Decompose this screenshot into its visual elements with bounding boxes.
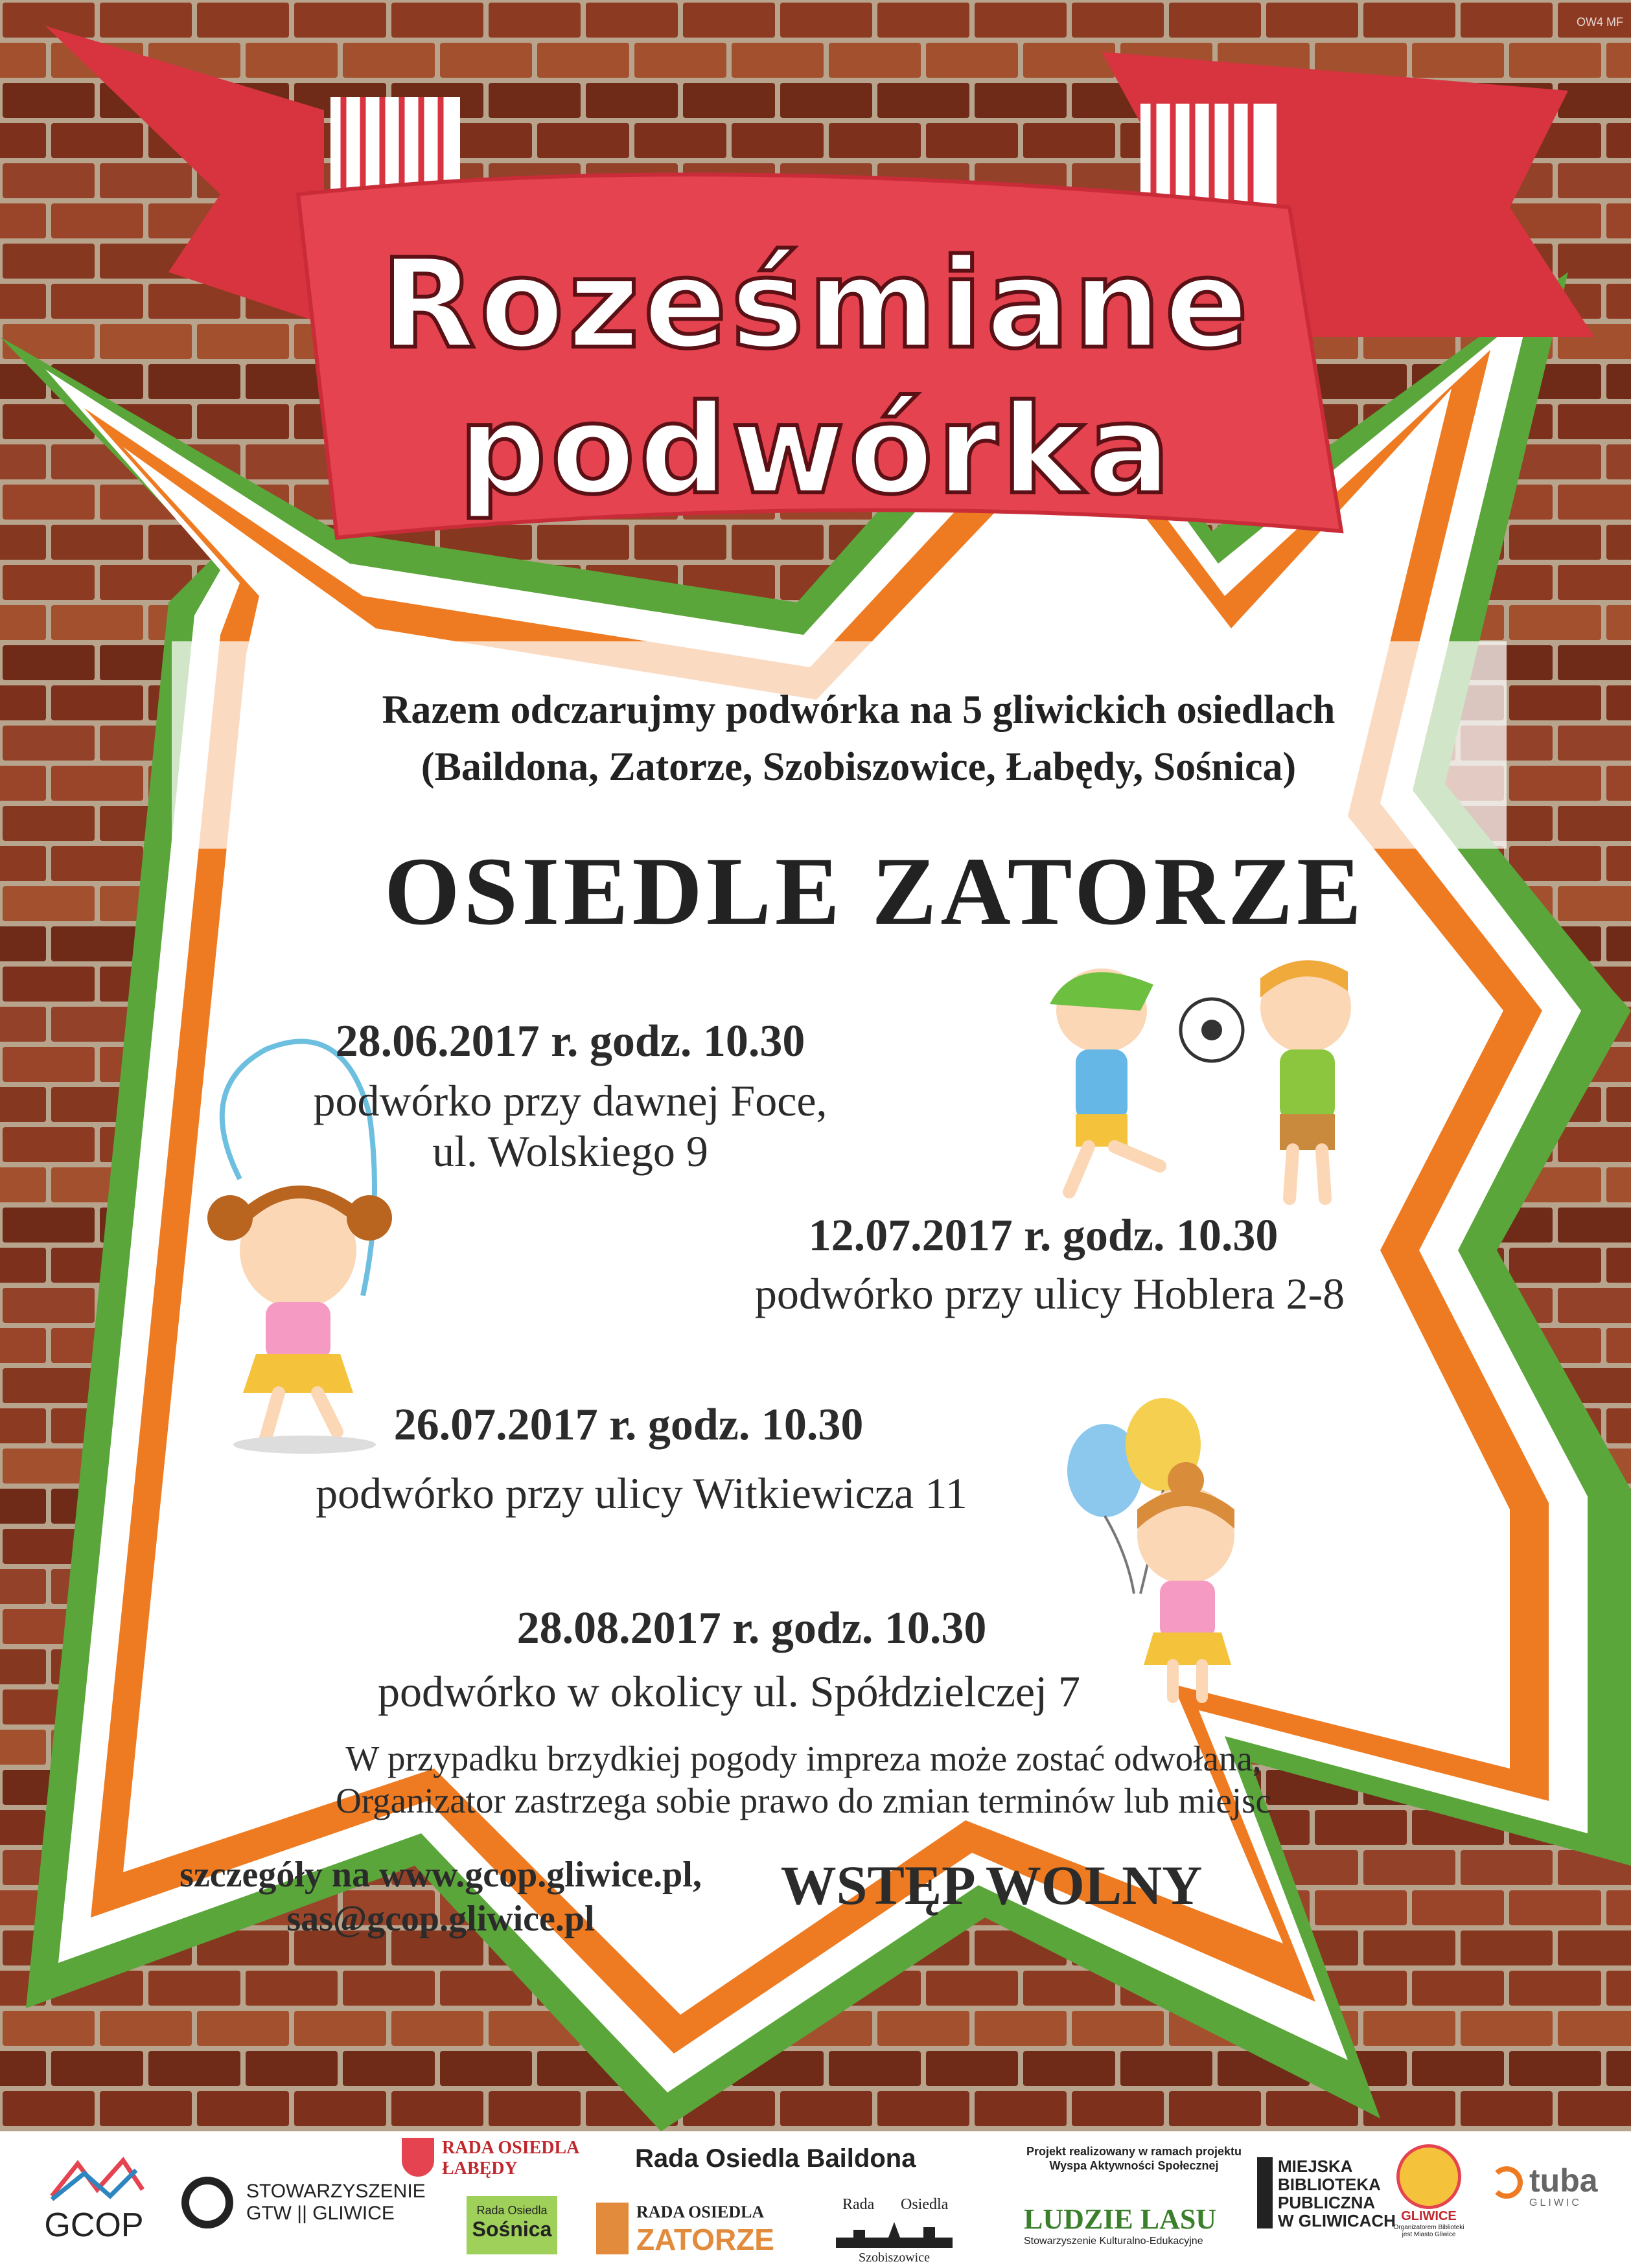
library-line1: MIEJSKA: [1278, 2157, 1353, 2176]
contact-email[interactable]: sas@gcop.gliwice.pl: [286, 1899, 595, 1939]
free-entry-label: WSTĘP WOLNY: [780, 1854, 1203, 1916]
sosnica-logo: [467, 2196, 557, 2254]
details-link[interactable]: szczegóły na www.gcop.gliwice.pl,: [179, 1855, 702, 1895]
event-4-location: podwórko w okolicy ul. Spółdzielczej 7: [377, 1667, 1080, 1716]
event-1-location: podwórko przy dawnej Foce,: [313, 1076, 827, 1125]
project-line1: Projekt realizowany w ramach projektu: [1026, 2145, 1242, 2158]
library-mark-icon: [1257, 2157, 1273, 2228]
ludzie-lasu-logo: [1024, 2203, 1257, 2247]
szobiszowice-line3: Szobiszowice: [859, 2251, 930, 2265]
baildona-label: Rada Osiedla Baildona: [635, 2144, 916, 2173]
zatorze-line2: ZATORZE: [636, 2223, 774, 2256]
gtw-mark-icon: [181, 2177, 233, 2228]
zatorze-line1: RADA OSIEDLA: [636, 2203, 765, 2221]
event-4-date: 28.08.2017 r. godz. 10.30: [516, 1603, 987, 1653]
gtw-line2: GTW || GLIWICE: [246, 2203, 395, 2224]
event-3-location: podwórko przy ulicy Witkiewicza 11: [316, 1469, 967, 1518]
weather-notice: W przypadku brzydkiej pogody impreza może zostać odwołana,: [345, 1739, 1262, 1778]
headline: OSIEDLE ZATORZE: [384, 838, 1366, 945]
library-line2: BIBLIOTEKA: [1278, 2175, 1381, 2194]
event-2-location: podwórko przy ulicy Hoblera 2-8: [754, 1269, 1345, 1318]
project-line2: Wyspa Aktywności Społecznej: [1049, 2159, 1219, 2172]
gtw-line1: STOWARZYSZENIE: [246, 2181, 426, 2202]
labedy-line2: ŁABĘDY: [442, 2159, 518, 2179]
ludzie-lasu-sub: Stowarzyszenie Kulturalno-Edukacyjne: [1024, 2236, 1203, 2247]
banner-title-line2: podwórka: [458, 378, 1175, 521]
gcop-label: GCOP: [44, 2206, 144, 2244]
organizer-notice: Organizator zastrzega sobie prawo do zmian terminów lub miejsc: [336, 1781, 1271, 1820]
szobiszowice-line1: Rada: [842, 2196, 875, 2213]
sosnica-line2: Sośnica: [472, 2217, 552, 2241]
tuba-sub: GLIWIC: [1529, 2197, 1582, 2208]
gcop-logo: [39, 2151, 149, 2248]
intro-text: [224, 682, 1494, 796]
event-1-address: ul. Wolskiego 9: [432, 1127, 708, 1176]
zatorze-building-icon: [596, 2203, 629, 2254]
intro-line2: (Baildona, Zatorze, Szobiszowice, Łabędy, Sośnica): [421, 745, 1297, 789]
gcop-mark-icon: [39, 2151, 149, 2203]
gliwice-sub2: jest Miasto Gliwice: [1402, 2231, 1456, 2238]
banner-title-line1: Roześmiane: [380, 233, 1253, 376]
tuba-mark-icon: [1490, 2166, 1523, 2199]
tuba-label: tuba: [1529, 2162, 1598, 2199]
labedy-crest-icon: [402, 2138, 434, 2177]
szobiszowice-logo: [829, 2196, 959, 2267]
banner-stripes-right: [1140, 104, 1277, 207]
gliwice-sub1: Organizatorem Biblioteki: [1393, 2224, 1464, 2231]
event-1-date: 28.06.2017 r. godz. 10.30: [335, 1016, 805, 1066]
ludzie-lasu-label: LUDZIE LASU: [1024, 2203, 1217, 2235]
event-2-date: 12.07.2017 r. godz. 10.30: [808, 1211, 1278, 1261]
labedy-line1: RADA OSIEDLA: [442, 2138, 580, 2158]
banner-left-tail: [45, 26, 324, 324]
intro-line1: Razem odczarujmy podwórka na 5 gliwickich osiedlach: [382, 688, 1336, 732]
sosnica-line1: Rada Osiedla: [476, 2204, 548, 2217]
sponsor-footer: [0, 2131, 1631, 2268]
gliwice-crest-icon: [1396, 2144, 1461, 2209]
library-line4: W GLIWICACH: [1278, 2211, 1396, 2230]
gliwice-logo: [1387, 2144, 1471, 2238]
gliwice-label: GLIWICE: [1401, 2209, 1457, 2223]
project-info: [991, 2144, 1277, 2173]
library-line3: PUBLICZNA: [1278, 2193, 1376, 2212]
corner-mark: OW4 MF: [1577, 16, 1623, 29]
szobiszowice-line2: Osiedla: [901, 2196, 949, 2213]
skyline-icon: [836, 2222, 953, 2248]
event-3-date: 26.07.2017 r. godz. 10.30: [393, 1400, 864, 1450]
